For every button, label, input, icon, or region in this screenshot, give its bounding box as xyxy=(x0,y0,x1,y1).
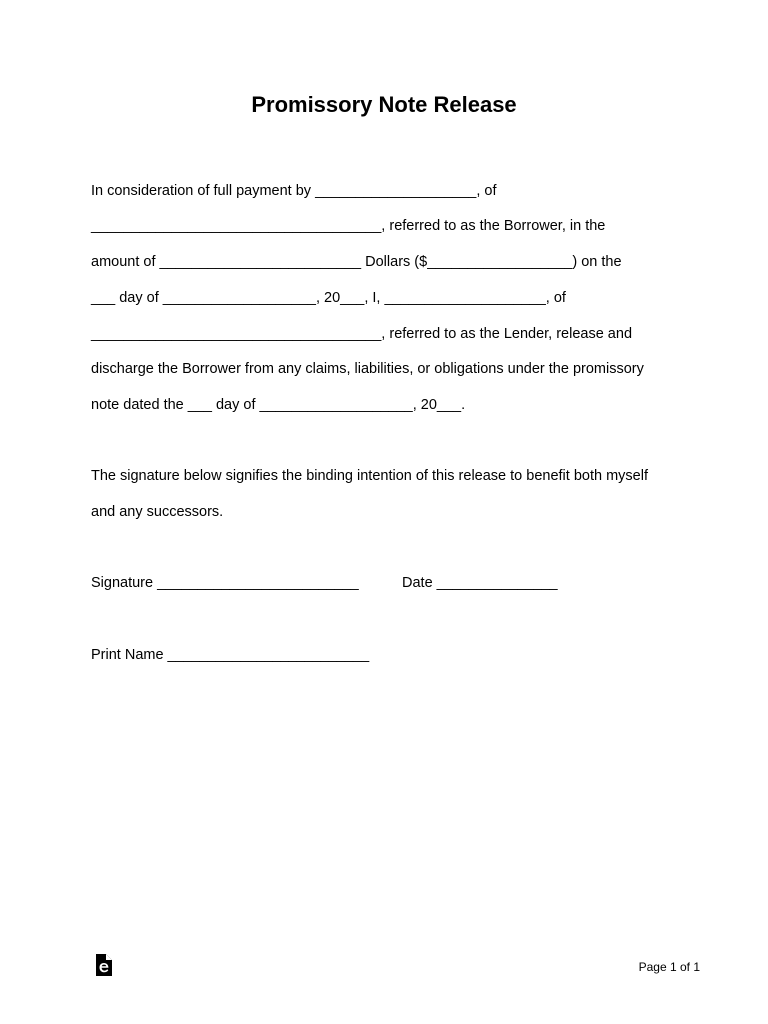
signature-field[interactable]: Signature _________________________ xyxy=(91,575,359,591)
body-line-1: In consideration of full payment by ____________________, of xyxy=(91,183,497,199)
document-title: Promissory Note Release xyxy=(251,92,517,117)
date-field[interactable]: Date _______________ xyxy=(402,575,558,591)
body-line-3: amount of _________________________ Dollars ($__________________) on the xyxy=(91,254,622,270)
body-line-6: discharge the Borrower from any claims, liabilities, or obligations under the promissory xyxy=(91,361,644,377)
body-line-2: ____________________________________, referred to as the Borrower, in the xyxy=(91,218,606,234)
eforms-logo-icon xyxy=(94,952,114,978)
body-line-7: note dated the ___ day of ___________________, 20___. xyxy=(91,397,466,413)
print-name-field[interactable]: Print Name _________________________ xyxy=(91,647,370,663)
body-line-4: ___ day of ___________________, 20___, I, ____________________, of xyxy=(91,290,566,306)
body-line-5: ____________________________________, referred to as the Lender, release and xyxy=(91,326,633,342)
page-number: Page 1 of 1 xyxy=(638,960,700,974)
intent-line-1: The signature below signifies the binding intention of this release to benefit both myself xyxy=(91,468,648,484)
intent-line-2: and any successors. xyxy=(91,504,224,520)
